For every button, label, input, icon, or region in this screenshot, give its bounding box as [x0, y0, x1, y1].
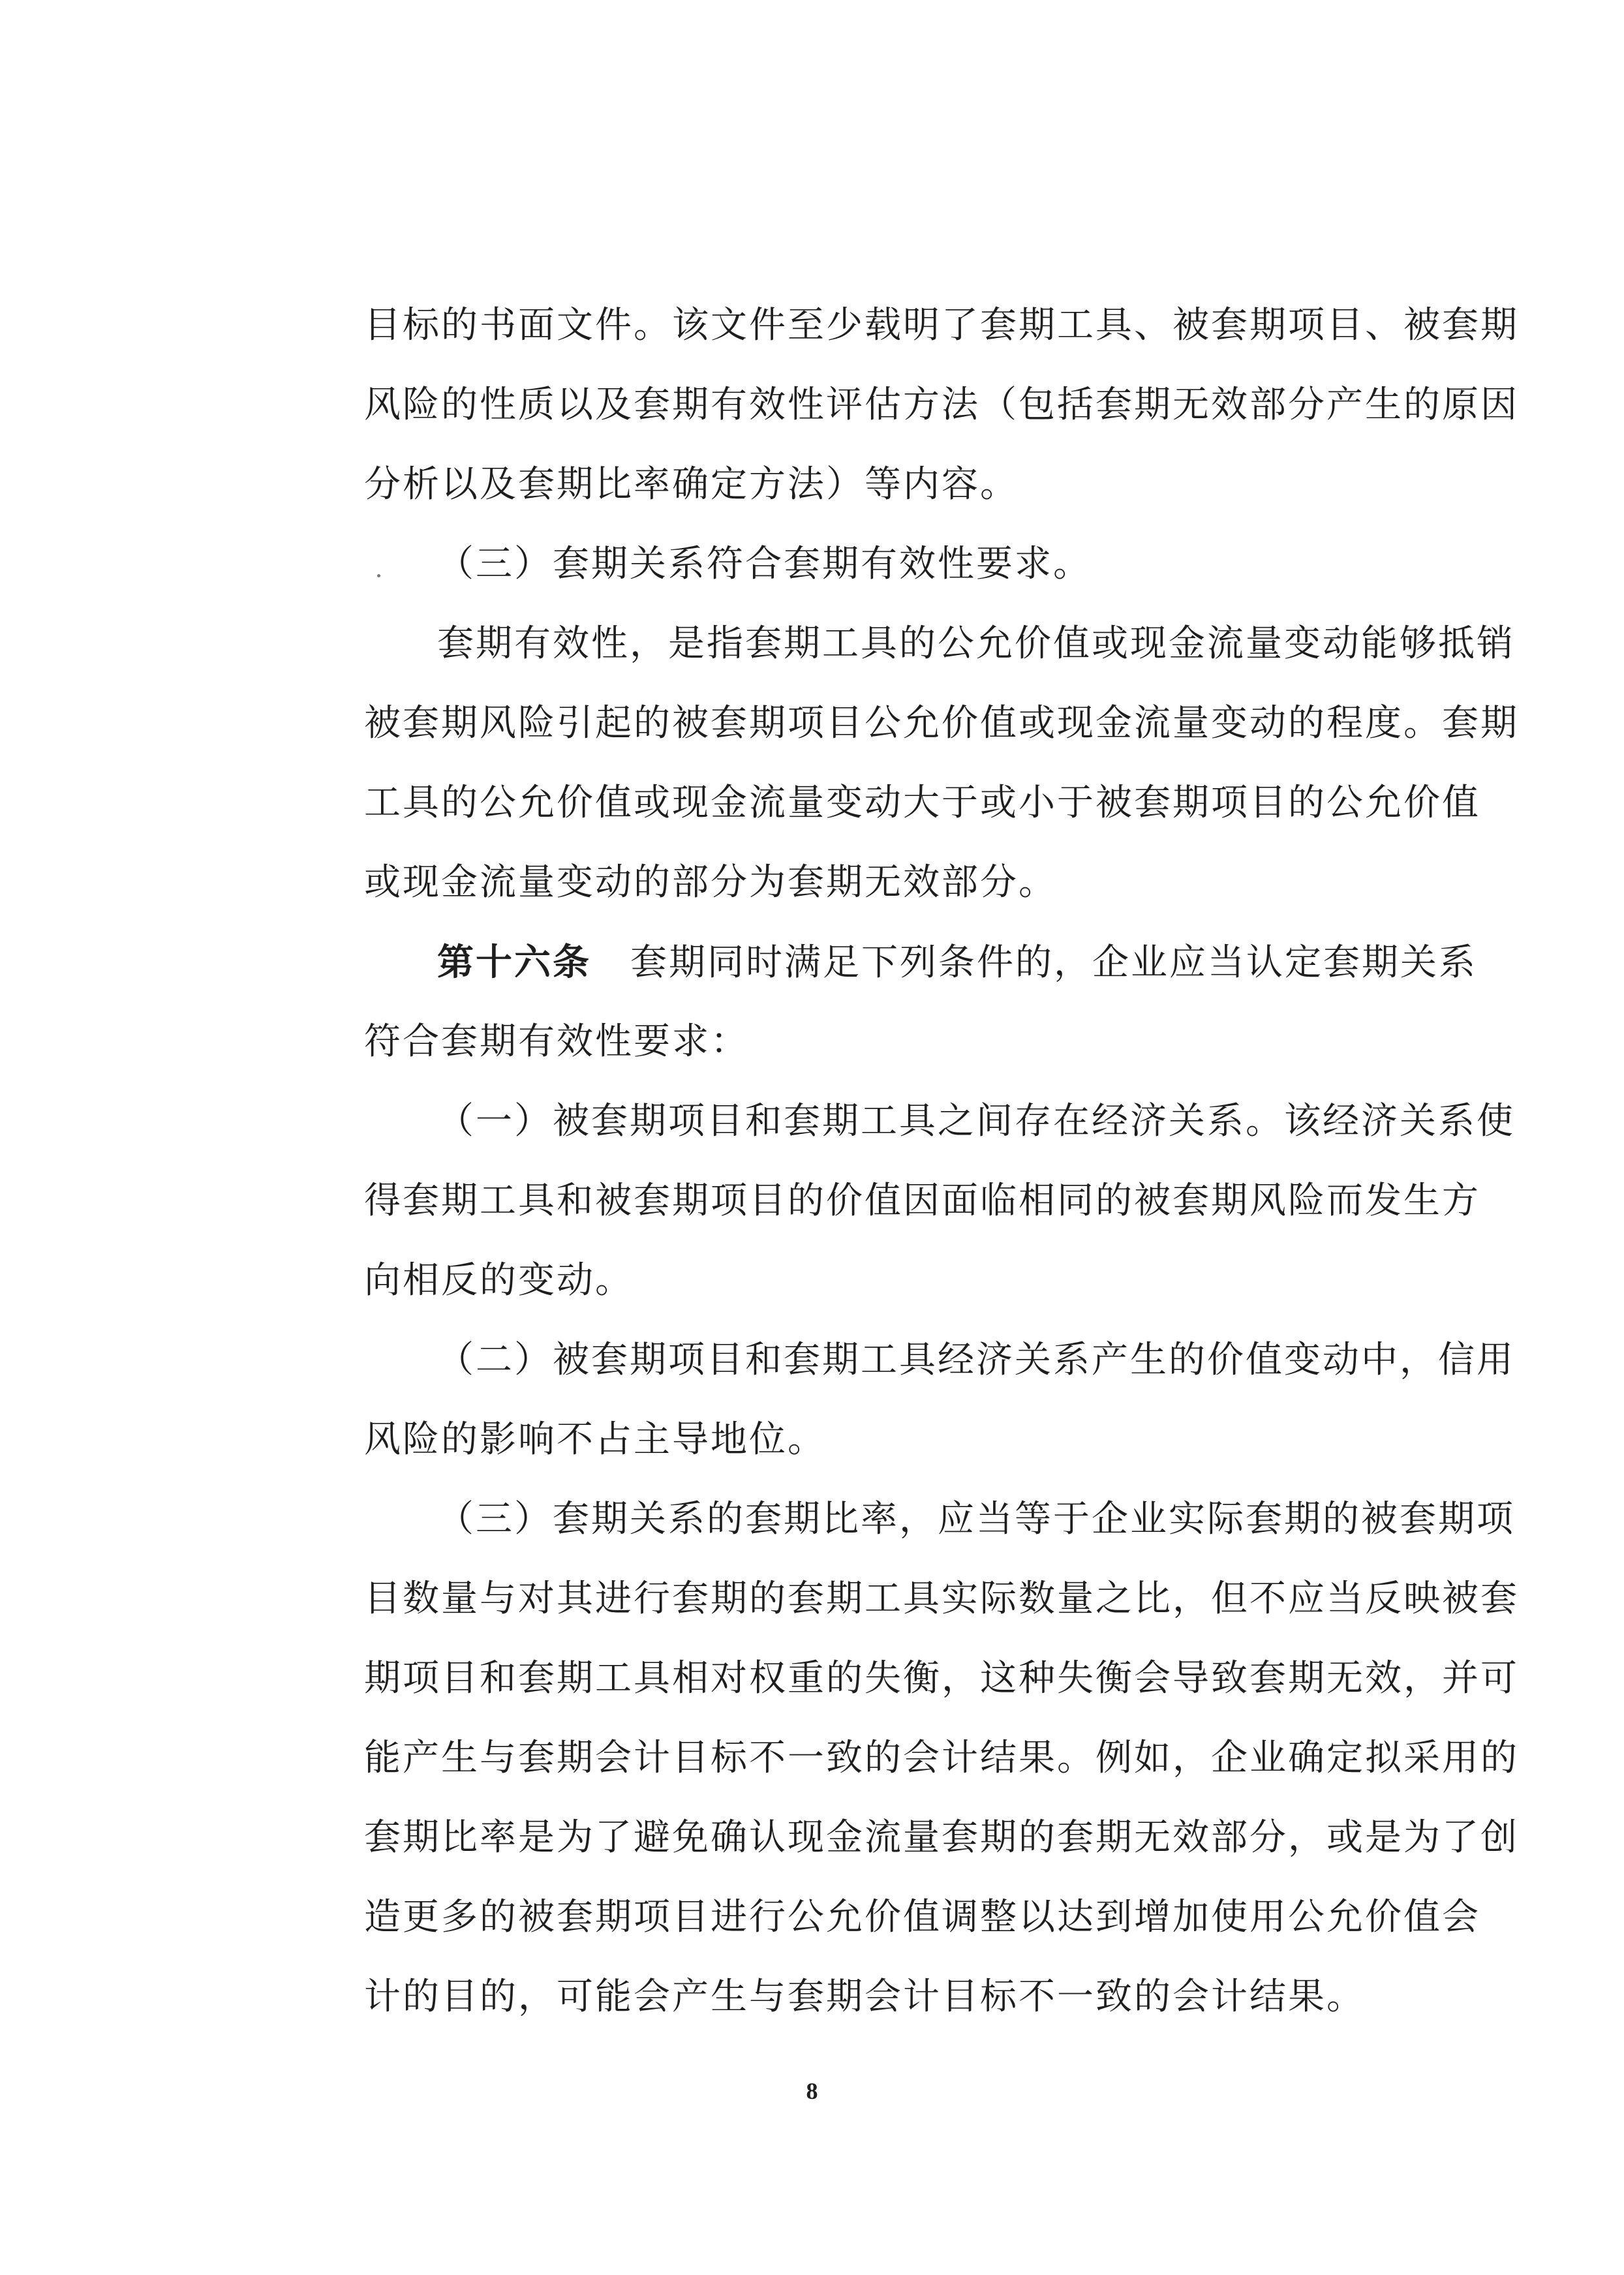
paragraph-line: 风险的性质以及套期有效性评估方法（包括套期无效部分产生的原因	[364, 384, 1519, 426]
paragraph-line: 计的目的，可能会产生与套期会计目标不一致的会计结果。	[364, 1976, 1365, 2018]
page-number: 8	[806, 2078, 818, 2104]
paragraph-line: 分析以及套期比率确定方法）等内容。	[364, 463, 1019, 506]
paragraph-line: 得套期工具和被套期项目的价值因面临相同的被套期风险而发生方	[364, 1180, 1480, 1222]
paragraph-line: （二）被套期项目和套期工具经济关系产生的价值变动中，信用	[437, 1339, 1515, 1381]
paragraph-line: 或现金流量变动的部分为套期无效部分。	[364, 861, 1057, 904]
paragraph-line: 造更多的被套期项目进行公允价值调整以达到增加使用公允价值会	[364, 1896, 1480, 1938]
paragraph-line: （三）套期关系的套期比率，应当等于企业实际套期的被套期项	[437, 1498, 1515, 1540]
paragraph-line: 能产生与套期会计目标不一致的会计结果。例如，企业确定拟采用的	[364, 1737, 1519, 1779]
paragraph-line: 套期比率是为了避免确认现金流量套期的套期无效部分，或是为了创	[364, 1816, 1519, 1859]
paragraph-line: 目标的书面文件。该文件至少载明了套期工具、被套期项目、被套期	[364, 304, 1519, 346]
scan-speck	[377, 574, 380, 577]
paragraph-line: 风险的影响不占主导地位。	[364, 1418, 826, 1461]
section-heading: （三）套期关系符合套期有效性要求。	[437, 543, 1092, 585]
paragraph-line: 符合套期有效性要求：	[364, 1020, 749, 1063]
article-text: 套期同时满足下列条件的，企业应当认定套期关系	[630, 941, 1477, 984]
paragraph-line: 被套期风险引起的被套期项目公允价值或现金流量变动的程度。套期	[364, 702, 1519, 744]
paragraph-line: （一）被套期项目和套期工具之间存在经济关系。该经济关系使	[437, 1100, 1515, 1142]
paragraph-line: 套期有效性，是指套期工具的公允价值或现金流量变动能够抵销	[437, 622, 1515, 665]
document-body	[364, 286, 1519, 2037]
article-heading: 第十六条	[437, 941, 591, 984]
paragraph-line: 向相反的变动。	[364, 1259, 634, 1302]
paragraph-line: 目数量与对其进行套期的套期工具实际数量之比，但不应当反映被套	[364, 1578, 1519, 1620]
article-line	[364, 923, 1477, 1002]
paragraph-line: 期项目和套期工具相对权重的失衡，这种失衡会导致套期无效，并可	[364, 1657, 1519, 1700]
paragraph-line: 工具的公允价值或现金流量变动大于或小于被套期项目的公允价值	[364, 782, 1480, 824]
